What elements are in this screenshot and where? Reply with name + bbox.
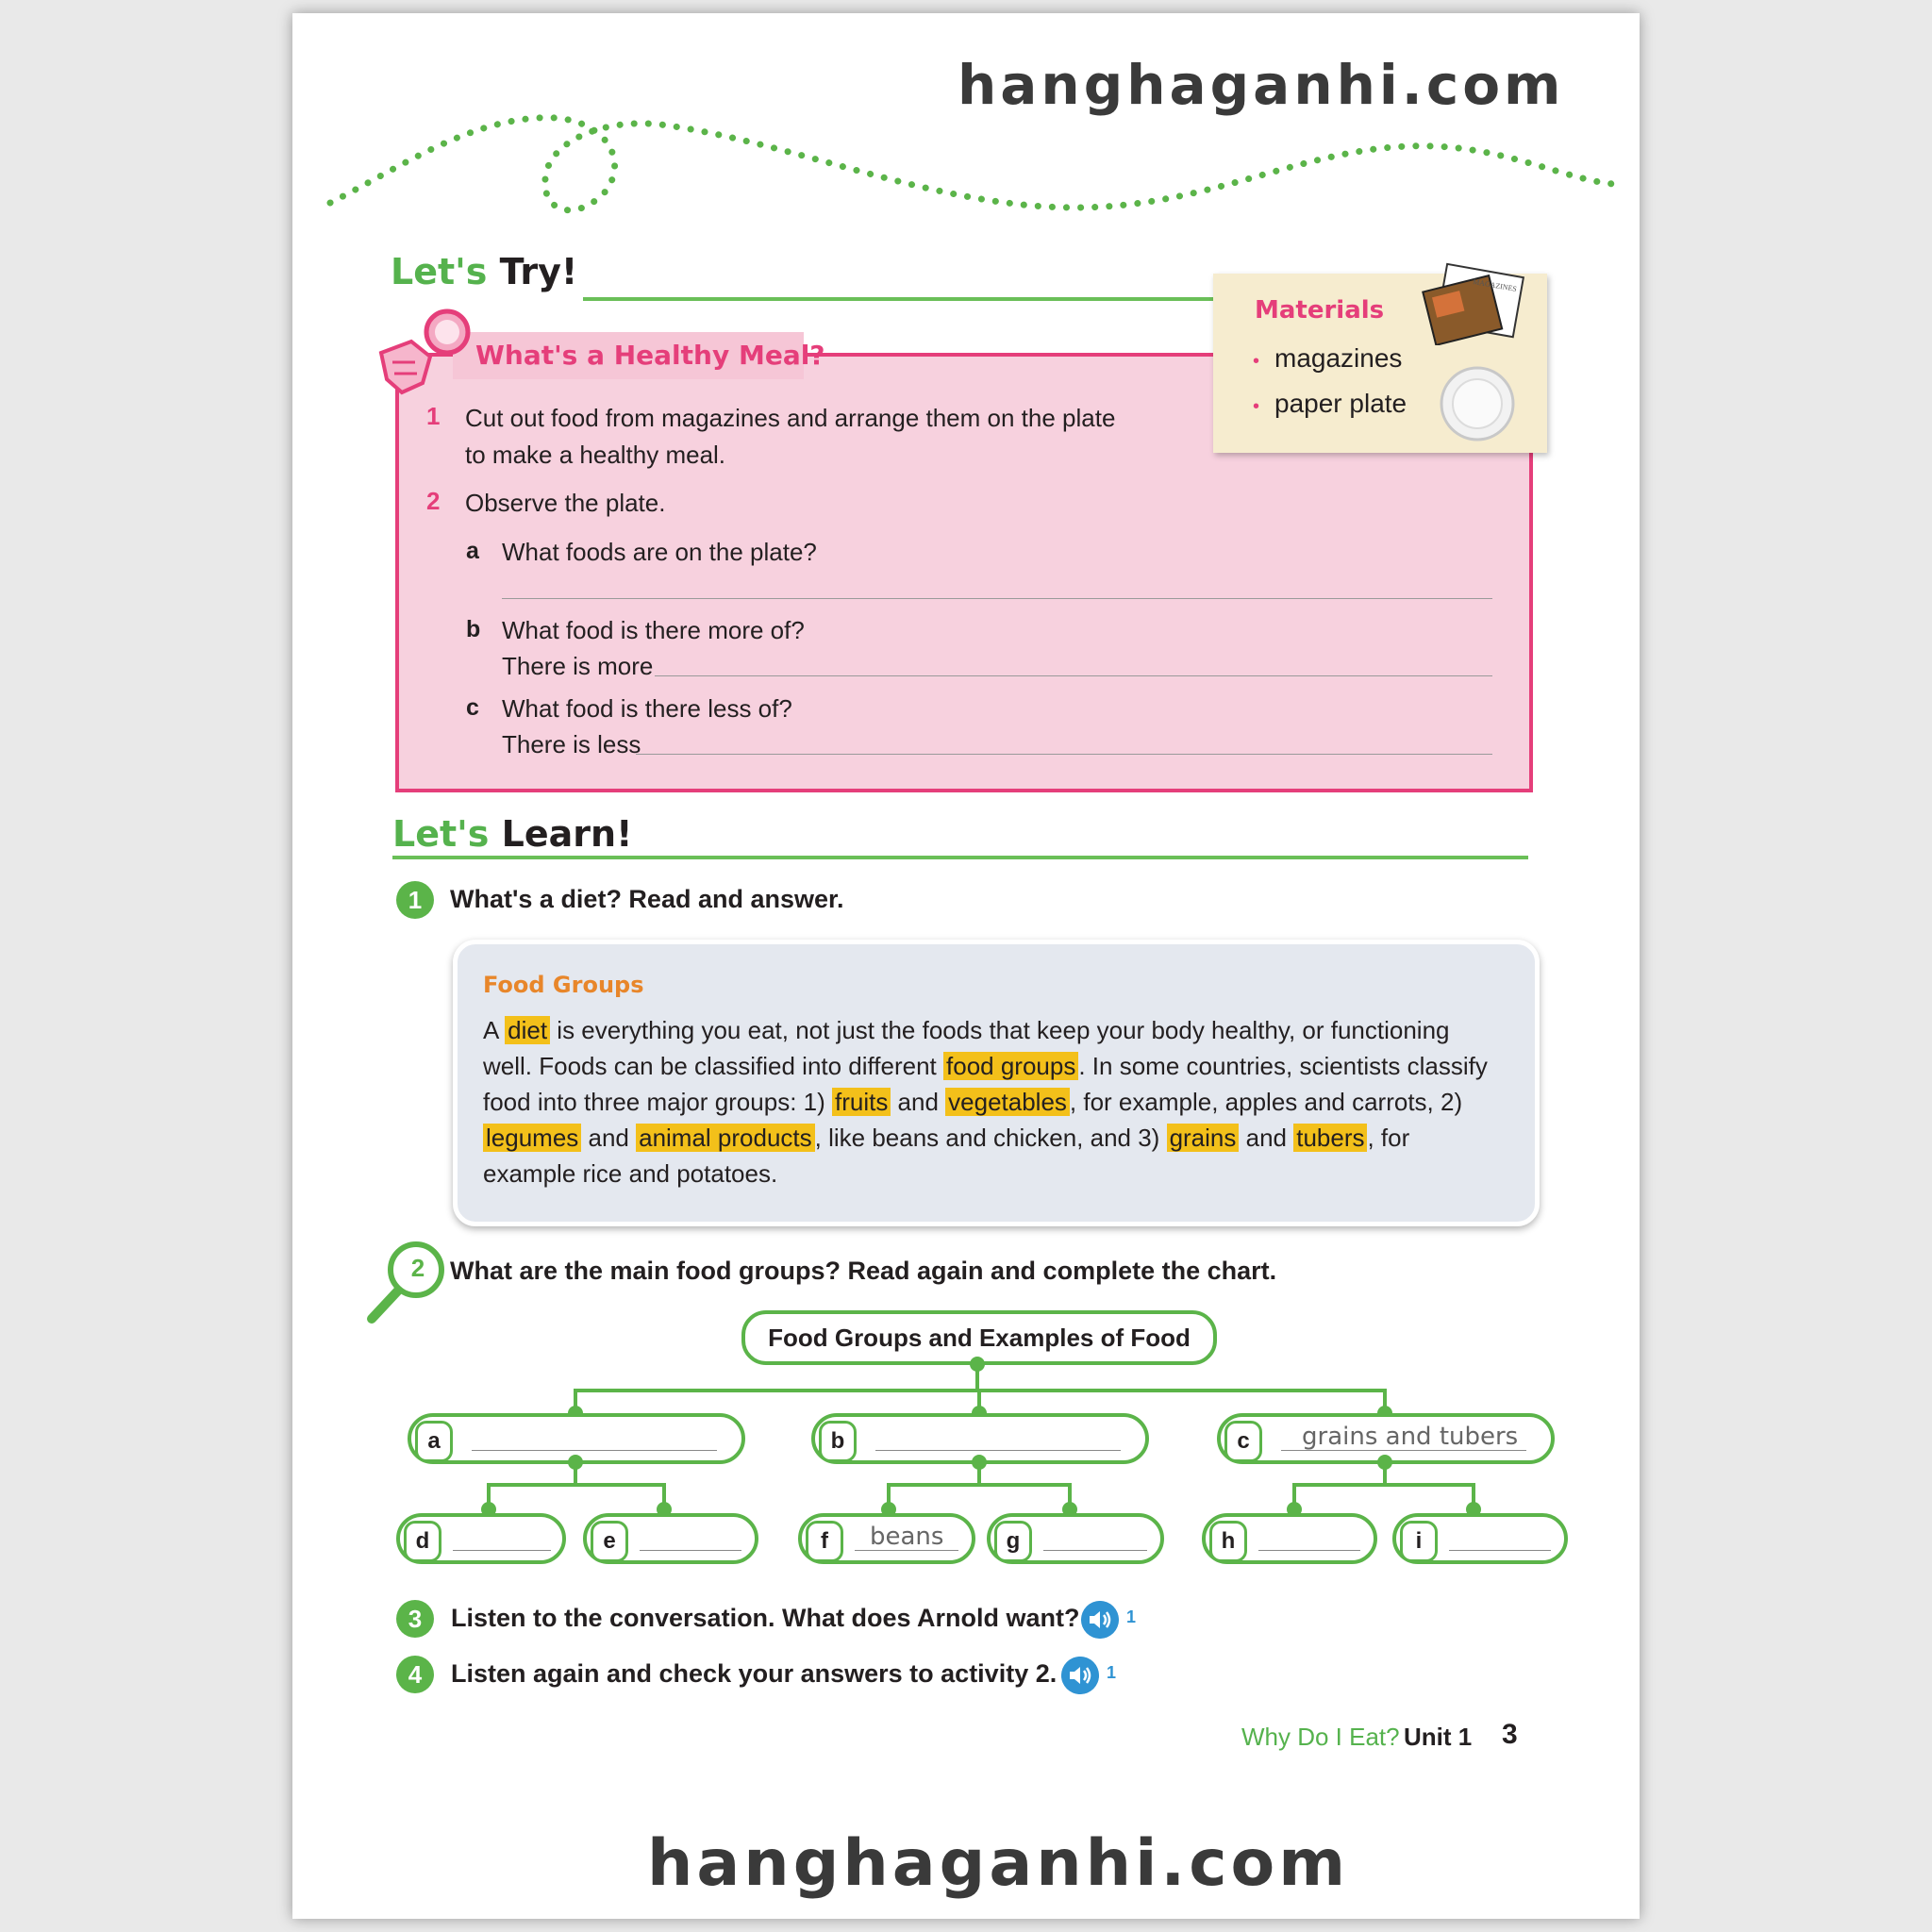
answer-line <box>640 1550 741 1551</box>
chart-title: Food Groups and Examples of Food <box>741 1310 1217 1365</box>
reading-text: , for example, apples and carrots, 2) <box>1069 1088 1463 1116</box>
chart-box-e[interactable] <box>583 1513 758 1564</box>
connector <box>1292 1483 1475 1487</box>
magnifier-icon <box>362 1236 457 1330</box>
connector <box>487 1483 666 1487</box>
connector <box>887 1483 1072 1487</box>
answer-text-f: beans <box>870 1523 944 1551</box>
question-2-text: What are the main food groups? Read again and complete the chart. <box>450 1257 1277 1285</box>
question-3-text: Listen to the conversation. What does Arnold want? <box>451 1604 1080 1632</box>
watermark-top: hanghaganhi.com <box>958 53 1565 117</box>
chart-box-d[interactable] <box>396 1513 566 1564</box>
paper-plate-image <box>1438 364 1517 443</box>
box-label: d <box>404 1521 441 1562</box>
question-c-prompt: There is less <box>502 730 641 758</box>
answer-line-a[interactable] <box>502 598 1492 599</box>
answer-line <box>1043 1550 1147 1551</box>
step-1-number: 1 <box>426 402 441 430</box>
question-4-text: Listen again and check your answers to activity 2. <box>451 1659 1058 1688</box>
keyword-fruits: fruits <box>832 1088 891 1116</box>
question-c-text: What food is there less of? <box>502 694 792 723</box>
learn-underline <box>392 856 1528 859</box>
magazine-cover-label: MAGAZINES <box>1472 276 1518 294</box>
question-1-badge: 1 <box>396 881 434 919</box>
footer-unit: Unit 1 <box>1404 1723 1473 1751</box>
chart-box-i[interactable] <box>1392 1513 1568 1564</box>
magnifier-hand-icon <box>374 308 477 402</box>
question-2-badge: 2 <box>410 1254 425 1282</box>
step-2-number: 2 <box>426 487 441 515</box>
question-a-text: What foods are on the plate? <box>502 538 817 566</box>
materials-heading: Materials <box>1255 296 1385 325</box>
audio-speaker-icon[interactable] <box>1061 1657 1099 1694</box>
lets-try-heading <box>391 251 577 292</box>
box-label: h <box>1209 1521 1247 1562</box>
audio-track-4: 1 <box>1107 1663 1117 1682</box>
box-label: f <box>806 1521 843 1562</box>
step-2-text: Observe the plate. <box>465 489 666 517</box>
box-label: c <box>1224 1421 1262 1462</box>
reading-text: , like beans and chicken, and 3) <box>814 1124 1167 1152</box>
reading-text: . In some countries, scientists classify food into three major groups: 1) <box>483 1052 1488 1116</box>
chart-box-f[interactable] <box>798 1513 975 1564</box>
box-label: a <box>415 1421 453 1462</box>
reading-text: is everything you eat, not just the foods that keep your body healthy, or functioning well. Foods can be classified into different <box>483 1016 1450 1080</box>
question-a-letter: a <box>466 538 479 564</box>
answer-line <box>1449 1550 1551 1551</box>
material-magazines: magazines <box>1274 343 1403 373</box>
answer-line <box>1258 1550 1360 1551</box>
material-paper-plate: paper plate <box>1274 389 1407 418</box>
page-number: 3 <box>1502 1719 1518 1750</box>
audio-speaker-icon[interactable] <box>1081 1601 1119 1639</box>
materials-item: • magazines <box>1253 343 1403 373</box>
watermark-bottom: hanghaganhi.com <box>647 1826 1350 1901</box>
reading-text: and <box>581 1124 637 1152</box>
materials-item: • paper plate <box>1253 389 1407 418</box>
keyword-legumes: legumes <box>483 1124 581 1152</box>
activity-title: What's a Healthy Meal? <box>475 340 825 371</box>
chart-box-h[interactable] <box>1202 1513 1377 1564</box>
box-label: g <box>994 1521 1032 1562</box>
box-label: i <box>1400 1521 1438 1562</box>
chart-box-g[interactable] <box>987 1513 1164 1564</box>
box-label: e <box>591 1521 628 1562</box>
answer-line-b[interactable] <box>655 675 1492 676</box>
step-1-line-2: to make a healthy meal. <box>465 441 726 469</box>
reading-heading: Food Groups <box>483 972 644 998</box>
question-3-badge: 3 <box>396 1600 434 1638</box>
reading-paragraph <box>483 1012 1502 1191</box>
keyword-food-groups: food groups <box>943 1052 1078 1080</box>
question-b-prompt: There is more <box>502 652 654 680</box>
question-b-letter: b <box>466 616 481 642</box>
learn-word: Learn! <box>501 813 633 855</box>
question-1-text: What's a diet? Read and answer. <box>450 885 844 913</box>
lets-learn-heading <box>392 813 632 855</box>
question-c-letter: c <box>466 694 479 721</box>
box-label: b <box>819 1421 857 1462</box>
answer-line-c[interactable] <box>636 754 1492 755</box>
answer-line <box>453 1550 551 1551</box>
dotted-wave-decoration <box>321 104 1623 236</box>
reading-text: A <box>483 1016 506 1044</box>
reading-text: and <box>891 1088 946 1116</box>
question-4-badge: 4 <box>396 1656 434 1693</box>
answer-text-c: grains and tubers <box>1302 1423 1519 1451</box>
step-1-line-1: Cut out food from magazines and arrange them on the plate <box>465 404 1116 432</box>
reading-text: and <box>1239 1124 1294 1152</box>
answer-line <box>472 1450 717 1451</box>
question-b-text: What food is there more of? <box>502 616 805 644</box>
keyword-tubers: tubers <box>1293 1124 1367 1152</box>
reading-text: , for example rice and potatoes. <box>483 1124 1410 1188</box>
try-underline <box>583 297 1215 301</box>
keyword-grains: grains <box>1167 1124 1240 1152</box>
audio-track-3: 1 <box>1126 1607 1137 1626</box>
lets-word: Let's <box>392 813 490 855</box>
connector-dot <box>970 1357 985 1372</box>
answer-line <box>875 1450 1121 1451</box>
keyword-diet: diet <box>505 1016 550 1044</box>
magazines-image <box>1421 262 1526 345</box>
lets-word: Let's <box>391 251 488 292</box>
footer-title: Why Do I Eat? <box>1241 1723 1400 1751</box>
keyword-animal-products: animal products <box>636 1124 815 1152</box>
keyword-vegetables: vegetables <box>945 1088 1070 1116</box>
try-word: Try! <box>499 251 578 292</box>
